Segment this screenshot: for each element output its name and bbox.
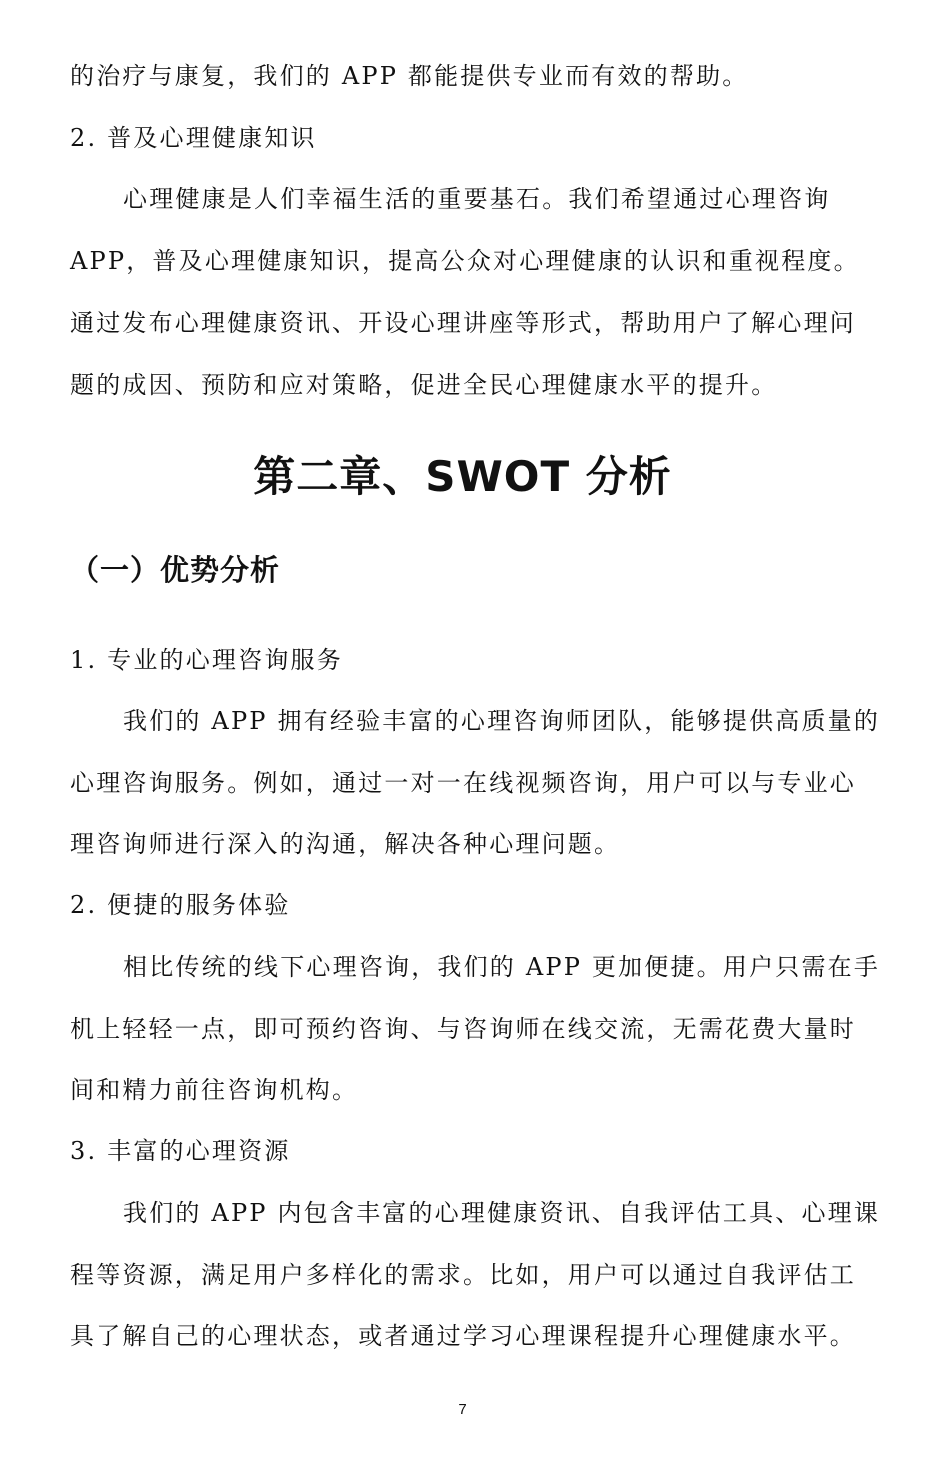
paragraph-line: 通过发布心理健康资讯、开设心理讲座等形式，帮助用户了解心理问 [70,309,856,337]
list-heading: 2. 便捷的服务体验 [70,891,291,919]
section-title: （一）优势分析 [70,553,281,587]
paragraph-line: 心理咨询服务。例如，通过一对一在线视频咨询，用户可以与专业心 [70,769,856,797]
paragraph-line: 我们的 APP 拥有经验丰富的心理咨询师团队，能够提供高质量的 [123,707,881,735]
paragraph-line: APP，普及心理健康知识，提高公众对心理健康的认识和重视程度。 [70,247,860,275]
paragraph-line: 具了解自己的心理状态，或者通过学习心理课程提升心理健康水平。 [70,1322,856,1350]
paragraph-line: 机上轻轻一点，即可预约咨询、与咨询师在线交流，无需花费大量时 [70,1015,856,1043]
page-number: 7 [458,1401,467,1418]
paragraph-line: 心理健康是人们幸福生活的重要基石。我们希望通过心理咨询 [123,185,831,213]
list-heading: 3. 丰富的心理资源 [70,1137,291,1165]
chapter-title: 第二章、SWOT 分析 [253,452,672,501]
paragraph-line: 程等资源，满足用户多样化的需求。比如，用户可以通过自我评估工 [70,1261,856,1289]
list-heading: 2. 普及心理健康知识 [70,124,317,152]
paragraph-line: 的治疗与康复，我们的 APP 都能提供专业而有效的帮助。 [70,62,749,90]
paragraph-line: 我们的 APP 内包含丰富的心理健康资讯、自我评估工具、心理课 [123,1199,881,1227]
paragraph-line: 理咨询师进行深入的沟通，解决各种心理问题。 [70,830,621,858]
paragraph-line: 题的成因、预防和应对策略，促进全民心理健康水平的提升。 [70,371,778,399]
list-heading: 1. 专业的心理咨询服务 [70,646,343,674]
paragraph-line: 相比传统的线下心理咨询，我们的 APP 更加便捷。用户只需在手 [123,953,881,981]
paragraph-line: 间和精力前往咨询机构。 [70,1076,359,1104]
